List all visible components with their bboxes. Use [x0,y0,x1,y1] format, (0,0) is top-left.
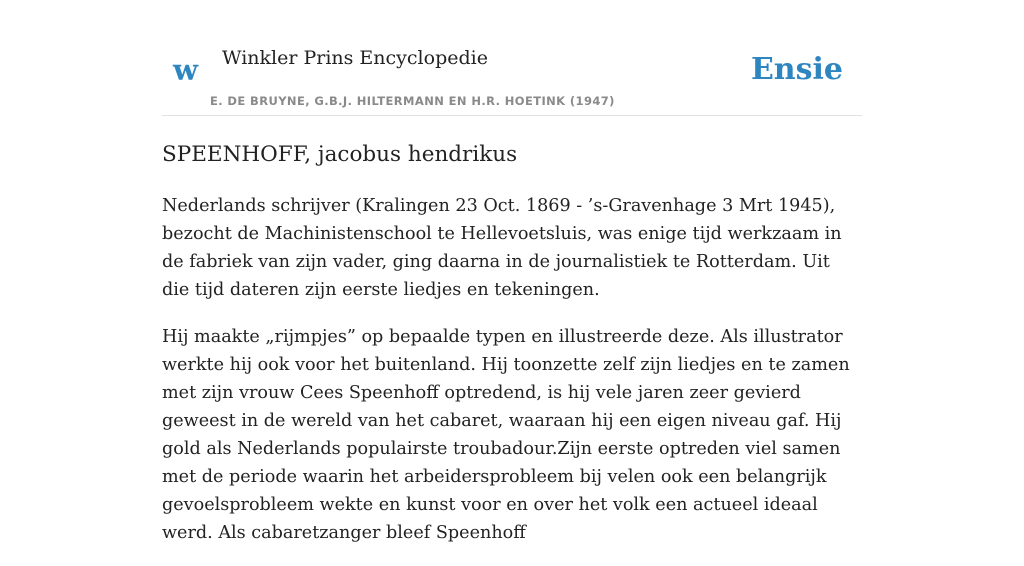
source-title[interactable]: Winkler Prins Encyclopedie [222,47,488,69]
entry-paragraph: Hij maakte „rijmpjes” op bepaalde typen en illustreerde deze. Als illustrator werkte hij ook voor het buitenland. Hij toonzette zelf zijn liedjes en te zamen met zijn vrouw Cees Speenhoff optredend, is hij vele jaren zeer gevierd geweest in de wereld van het cabaret, waaraan hij een eigen niveau gaf. Hij gold als Nederlands populairste troubadour.Zijn eerste optreden viel samen met de periode waarin het arbeidersprobleem bij velen ook een belangrijk gevoelsprobleem wekte en kunst voor en over het volk een actueel ideaal werd. Als cabaretzanger bleef Speenhoff [162,327,850,543]
entry-body [162,192,862,566]
source-authors: E. DE BRUYNE, G.B.J. HILTERMANN EN H.R. HOETINK (1947) [210,94,615,108]
brand-logo[interactable]: Ensie [750,52,843,87]
site-header [162,0,862,116]
entry-paragraph: Nederlands schrijver (Kralingen 23 Oct. 1869 - ’s-Gravenhage 3 Mrt 1945), bezocht de Machinistenschool te Hellevoetsluis, was enige tijd werkzaam in de fabriek van zijn vader, ging daarna in de journalistiek te Rotterdam. Uit die tijd dateren zijn eerste liedjes en tekeningen. [162,196,842,300]
entry-title: SPEENHOFF, jacobus hendrikus [162,142,518,167]
source-logo[interactable]: w [173,53,198,87]
